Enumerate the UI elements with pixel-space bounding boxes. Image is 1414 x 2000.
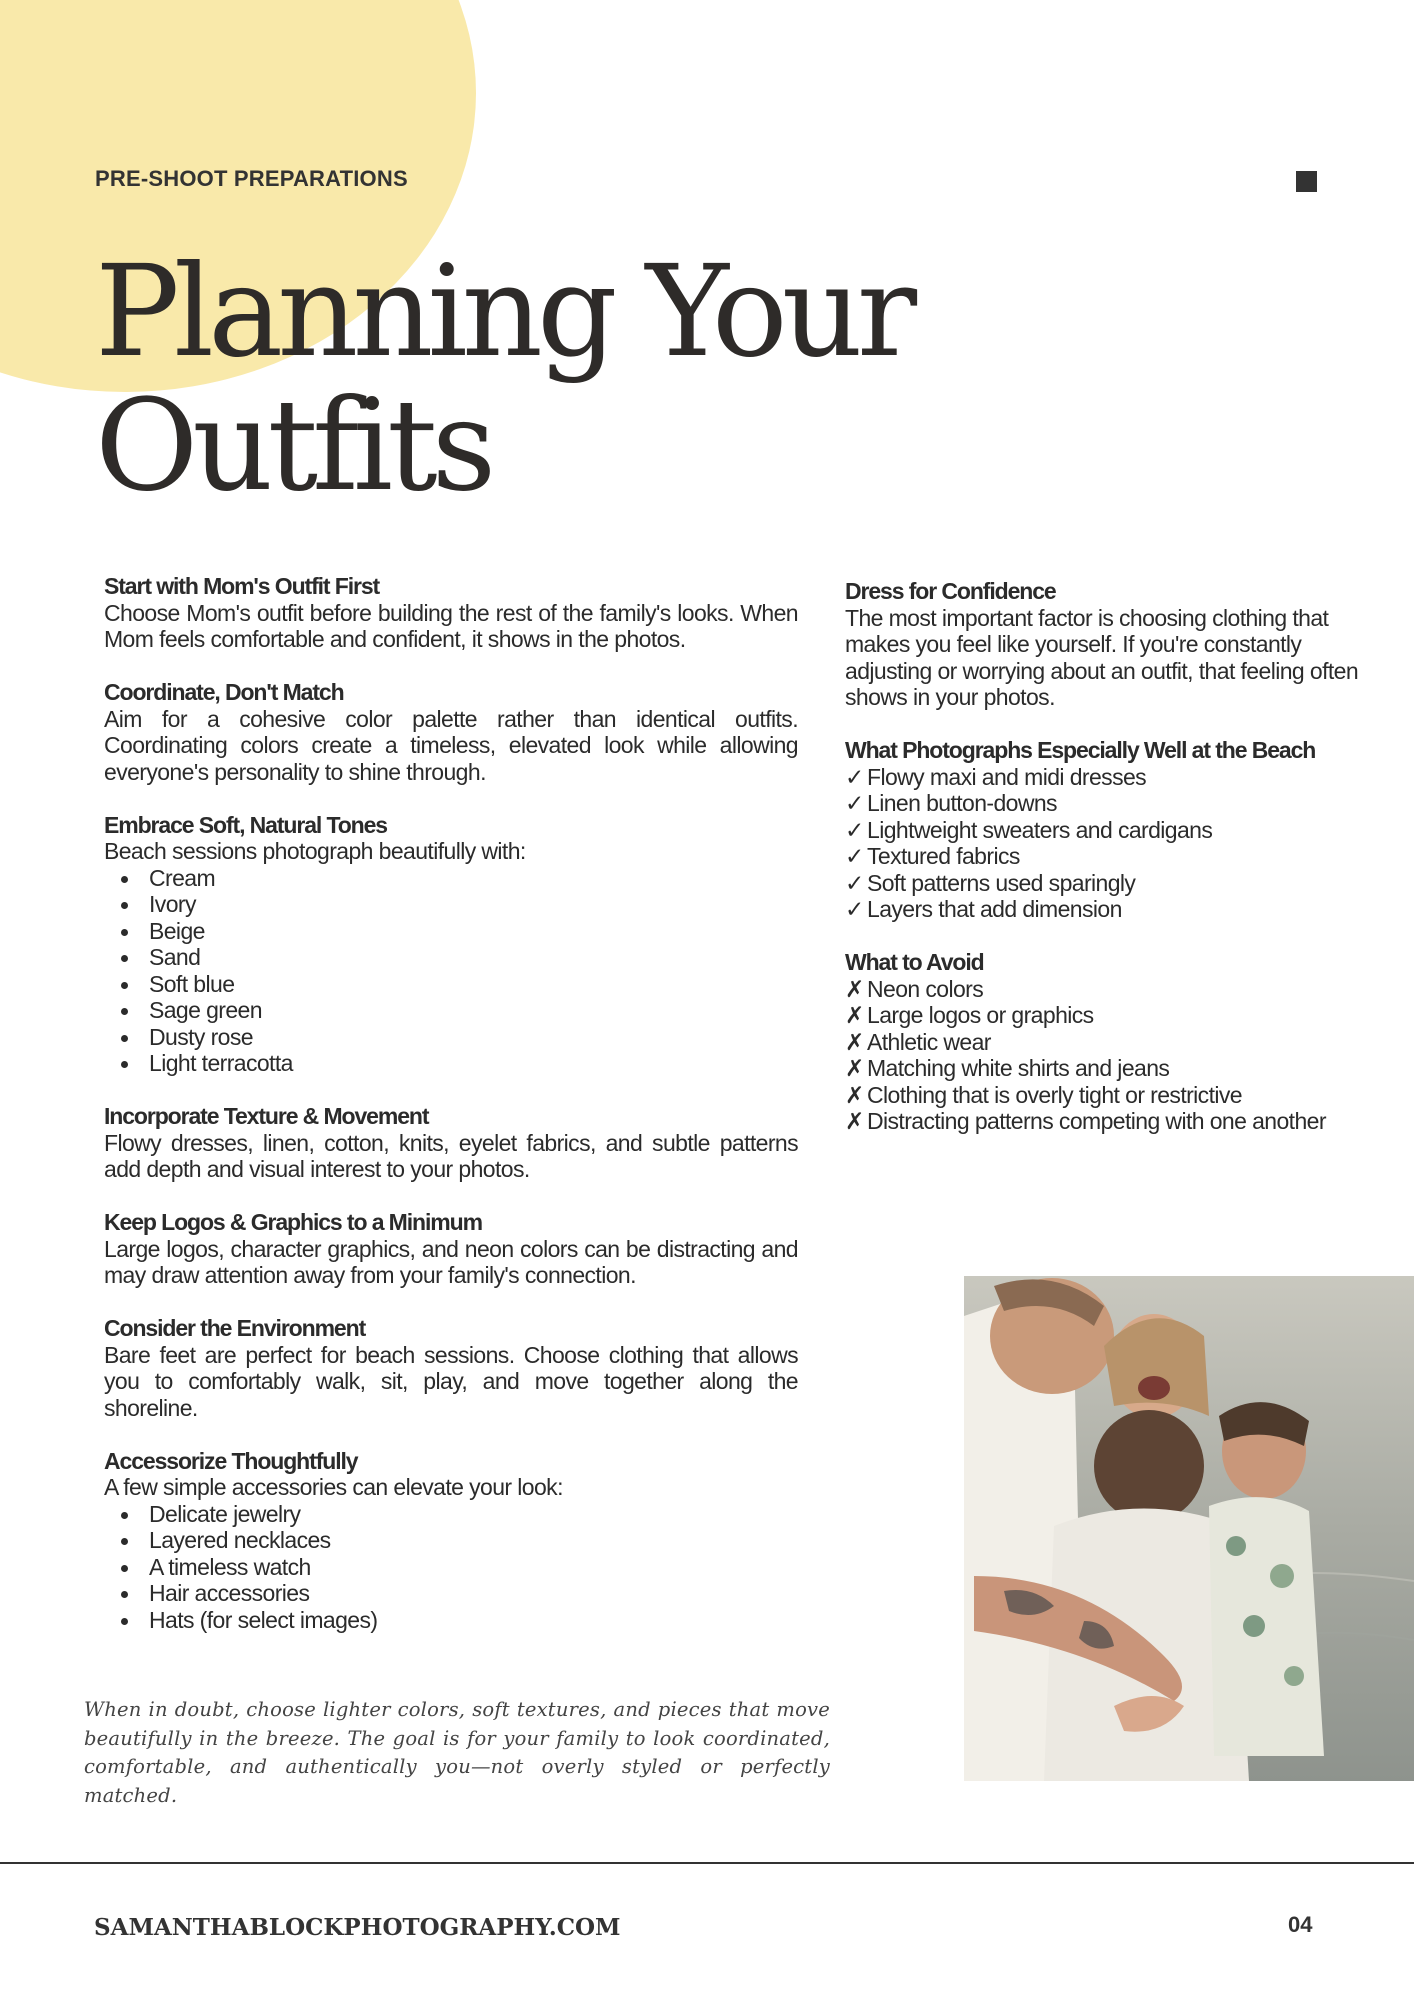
list-item: Delicate jewelry [104,1501,798,1528]
cross-icon: ✗ [845,975,864,1002]
checkmark-icon: ✓ [845,816,864,843]
family-photo-illustration [964,1276,1414,1781]
list-item: A timeless watch [104,1554,798,1581]
list-item [845,790,1385,817]
list-item-label: Lightweight sweaters and cardigans [867,816,1213,843]
section-heading: Keep Logos & Graphics to a Minimum [104,1209,482,1235]
list-item-label: Textured fabrics [867,843,1020,869]
list-item [845,1108,1385,1135]
page-number: 04 [1288,1912,1313,1937]
list-item [845,976,1385,1003]
section-heading: Accessorize Thoughtfully [104,1447,358,1474]
list-item-label: Linen button-downs [867,790,1057,816]
corner-square-mark [1296,171,1317,192]
section-body: Bare feet are perfect for beach sessions. Choose clothing that allows you to comfortably walk, sit, play, and move together along the shoreline. [104,1341,798,1421]
footer-divider [0,1862,1414,1864]
section-intro: A few simple accessories can elevate your look: [104,1474,563,1500]
section-eyebrow: PRE-SHOOT PREPARATIONS [95,166,408,191]
list-item-label: Athletic wear [867,1028,991,1055]
list-item: Dusty rose [104,1024,798,1051]
right-column [845,578,1385,1161]
accessory-list [104,1501,798,1634]
family-beach-photo [964,1276,1414,1781]
section-heading: Consider the Environment [104,1315,366,1341]
section-body: The most important factor is choosing clothing that makes you feel like yourself. If you're constantly adjusting or worrying about an outfit, that feeling often shows in your photos. [845,604,1359,710]
list-item: Ivory [104,891,798,918]
tone-list [104,865,798,1077]
section-logos [104,1209,798,1289]
section-accessorize [104,1448,798,1634]
list-item [845,896,1385,923]
list-item-label: Clothing that is overly tight or restrictive [867,1081,1242,1108]
cross-icon: ✗ [845,1055,864,1081]
list-item: Layered necklaces [104,1527,798,1554]
section-heading: Start with Mom's Outfit First [104,573,380,599]
cross-icon: ✗ [845,1108,864,1134]
list-item: Sage green [104,997,798,1024]
page-title-line-1: Planning Your [95,238,912,385]
section-texture [104,1103,798,1183]
list-item: Sand [104,944,798,971]
list-item [845,1029,1385,1056]
list-item-label: Flowy maxi and midi dresses [867,763,1147,790]
footer-website: SAMANTHABLOCKPHOTOGRAPHY.COM [94,1914,621,1941]
section-photographs-well [845,737,1385,923]
checkmark-icon: ✓ [845,896,864,922]
list-item [845,764,1385,791]
list-item-label: Distracting patterns competing with one another [867,1108,1326,1134]
checkmark-icon: ✓ [845,869,864,896]
list-item: Hats (for select images) [104,1607,798,1634]
page-title-line-2: Outfits [95,372,491,519]
page-title [95,238,995,519]
list-item: Light terracotta [104,1050,798,1077]
section-tones [104,812,798,1077]
list-item [845,843,1385,870]
section-environment [104,1315,798,1421]
section-heading: What Photographs Especially Well at the Beach [845,737,1316,763]
list-item [845,1082,1385,1109]
checkmark-icon: ✓ [845,790,864,816]
section-body: Choose Mom's outfit before building the rest of the family's looks. When Mom feels comfortable and confident, it shows in the photos. [104,599,798,652]
list-item-label: Soft patterns used sparingly [867,869,1136,896]
list-item: Soft blue [104,971,798,998]
checkmark-icon: ✓ [845,763,864,790]
section-body: Flowy dresses, linen, cotton, knits, eyelet fabrics, and subtle patterns add depth and visual interest to your photos. [104,1129,798,1182]
section-body: Large logos, character graphics, and neon colors can be distracting and may draw attention away from your family's connection. [104,1235,798,1288]
section-heading: Coordinate, Don't Match [104,679,344,705]
cross-icon: ✗ [845,1028,864,1055]
list-item: Cream [104,865,798,892]
cross-icon: ✗ [845,1002,864,1028]
list-item: Beige [104,918,798,945]
left-column [104,573,798,1660]
section-coordinate [104,679,798,785]
list-item [845,870,1385,897]
list-item [845,1055,1385,1082]
section-moms-outfit [104,573,798,653]
section-heading: What to Avoid [845,949,984,975]
list-item: Hair accessories [104,1580,798,1607]
checkmark-icon: ✓ [845,843,864,869]
section-heading: Incorporate Texture & Movement [104,1103,429,1129]
list-item-label: Neon colors [867,975,984,1002]
section-intro: Beach sessions photograph beautifully with: [104,838,526,864]
list-item-label: Layers that add dimension [867,896,1122,922]
list-item-label: Large logos or graphics [867,1002,1094,1028]
closing-note: When in doubt, choose lighter colors, soft textures, and pieces that move beautifully in the breeze. The goal is for your family to look coordinated, comfortable, and authentically you—not overly styled or perfectly matched. [84,1698,830,1807]
section-confidence [845,578,1385,711]
list-item-label: Matching white shirts and jeans [867,1055,1170,1081]
list-item [845,817,1385,844]
section-heading: Dress for Confidence [845,578,1056,604]
section-heading: Embrace Soft, Natural Tones [104,811,388,838]
section-avoid [845,949,1385,1135]
list-item [845,1002,1385,1029]
section-body: Aim for a cohesive color palette rather than identical outfits. Coordinating colors create a timeless, elevated look while allowing everyone's personality to shine through. [104,705,798,785]
cross-icon: ✗ [845,1081,864,1108]
